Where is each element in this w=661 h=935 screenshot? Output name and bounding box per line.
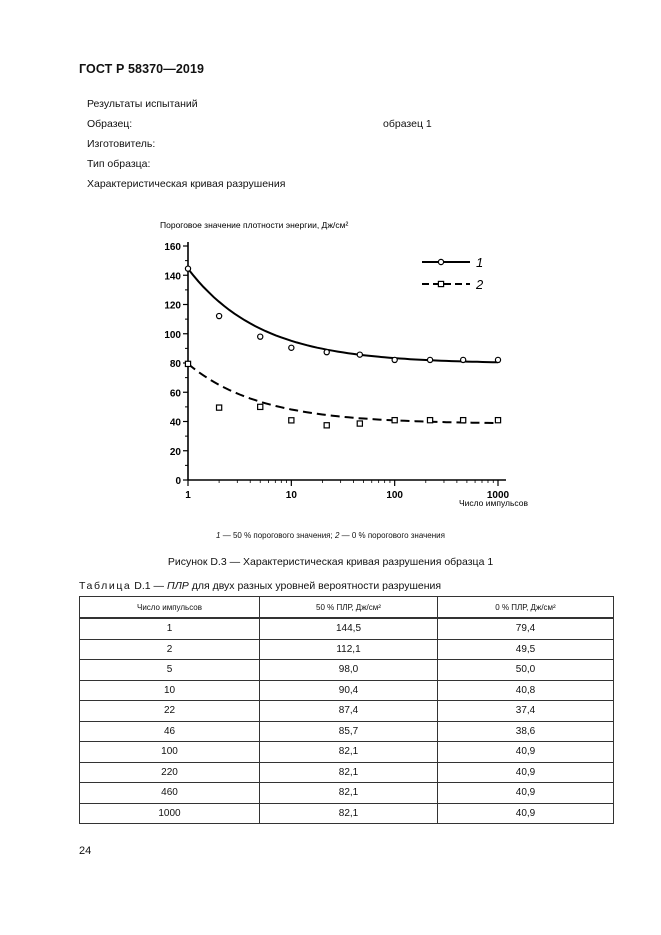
table-cell: 1 xyxy=(80,618,260,639)
table-title-number: D.1 — xyxy=(134,580,167,592)
table-title-term: ПЛР xyxy=(166,580,189,592)
legend-marker-2 xyxy=(438,281,443,286)
sample-label: Образец: xyxy=(87,118,133,130)
table-row xyxy=(80,680,614,701)
y-tick-label: 100 xyxy=(164,329,181,341)
table-cell: 144,5 xyxy=(260,618,438,639)
table-cell: 79,4 xyxy=(438,618,614,639)
table-cell: 40,9 xyxy=(438,742,614,763)
table-row xyxy=(80,742,614,763)
series-2-point xyxy=(357,421,362,426)
curve-label: Характеристическая кривая разрушения xyxy=(87,178,286,190)
x-tick-label: 1000 xyxy=(486,490,510,501)
legend-note-text-1: — 50 % порогового значения; xyxy=(220,531,335,540)
series-1-point xyxy=(324,350,329,355)
series-2-point xyxy=(427,418,432,423)
series-2-point xyxy=(289,418,294,423)
table-row xyxy=(80,701,614,722)
table-cell: 85,7 xyxy=(260,721,438,742)
table-cell: 82,1 xyxy=(260,742,438,763)
series-1-point xyxy=(258,334,263,339)
table-cell: 220 xyxy=(80,762,260,783)
y-tick-label: 0 xyxy=(175,476,181,487)
series-2-point xyxy=(495,418,500,423)
manufacturer-label: Изготовитель: xyxy=(87,138,156,150)
series-1-point xyxy=(461,357,466,362)
table-cell: 38,6 xyxy=(438,721,614,742)
x-tick-label: 1 xyxy=(185,490,191,501)
table-cell: 46 xyxy=(80,721,260,742)
table-row xyxy=(80,618,614,639)
table-row xyxy=(80,721,614,742)
sample-value: образец 1 xyxy=(383,118,432,130)
table-row xyxy=(80,803,614,824)
table-cell: 90,4 xyxy=(260,680,438,701)
y-tick-label: 80 xyxy=(169,359,181,370)
y-axis-title: Пороговое значение плотности энергии, Дж/см² xyxy=(160,220,349,230)
series-1-point xyxy=(217,313,222,318)
table-cell: 82,1 xyxy=(260,783,438,804)
table-title-rest: для двух разных уровней вероятности разрушения xyxy=(188,580,442,592)
figure-caption: Рисунок D.3 — Характеристическая кривая разрушения образца 1 xyxy=(167,556,494,568)
legend-note xyxy=(0,531,661,540)
table-header-cell: 0 % ПЛР, Дж/см² xyxy=(438,597,614,619)
series-1-point xyxy=(392,357,397,362)
table-cell: 2 xyxy=(80,639,260,660)
damage-curve-chart xyxy=(140,210,540,510)
table-header-cell: Число импульсов xyxy=(80,597,260,619)
table-header-row xyxy=(80,597,614,619)
x-tick-label: 100 xyxy=(386,490,404,501)
table-cell: 460 xyxy=(80,783,260,804)
series-2-point xyxy=(217,405,222,410)
table-cell: 40,9 xyxy=(438,803,614,824)
y-tick-label: 20 xyxy=(169,446,181,458)
table-cell: 49,5 xyxy=(438,639,614,660)
legend-label-1: 1 xyxy=(476,255,484,270)
table-cell: 100 xyxy=(80,742,260,763)
series-2-point xyxy=(258,404,263,409)
series-2-point xyxy=(461,418,466,423)
legend-label-2: 2 xyxy=(476,277,484,292)
table-cell: 40,8 xyxy=(438,680,614,701)
results-label: Результаты испытаний xyxy=(87,98,198,110)
legend-note-text-2: — 0 % порогового значения xyxy=(339,531,445,540)
x-tick-label: 10 xyxy=(285,490,297,501)
legend-marker-1 xyxy=(438,259,443,264)
table-cell: 82,1 xyxy=(260,762,438,783)
table-cell: 22 xyxy=(80,701,260,722)
series-2-point xyxy=(185,361,190,366)
table-header-cell: 50 % ПЛР, Дж/см² xyxy=(260,597,438,619)
series-1-point xyxy=(289,345,294,350)
table-cell: 87,4 xyxy=(260,701,438,722)
legend-note-num-1: 1 xyxy=(216,531,221,540)
table-row xyxy=(80,639,614,660)
y-tick-label: 40 xyxy=(169,417,181,429)
series-1-point xyxy=(357,352,362,357)
y-tick-label: 120 xyxy=(164,300,181,312)
y-tick-label: 60 xyxy=(169,388,181,400)
series-1-point xyxy=(185,266,190,271)
table-row xyxy=(80,762,614,783)
table-cell: 40,9 xyxy=(438,762,614,783)
table-cell: 82,1 xyxy=(260,803,438,824)
document-header: ГОСТ Р 58370—2019 xyxy=(79,62,205,76)
threshold-table xyxy=(79,596,614,824)
table-cell: 37,4 xyxy=(438,701,614,722)
table-cell: 5 xyxy=(80,660,260,681)
table-cell: 50,0 xyxy=(438,660,614,681)
x-axis-title: Число импульсов xyxy=(458,498,528,508)
page-number: 24 xyxy=(79,845,92,857)
table-row xyxy=(80,660,614,681)
table-cell: 112,1 xyxy=(260,639,438,660)
table-cell: 10 xyxy=(80,680,260,701)
y-tick-label: 140 xyxy=(164,271,181,283)
table-row xyxy=(80,783,614,804)
table-cell: 98,0 xyxy=(260,660,438,681)
series-1-point xyxy=(427,357,432,362)
table-cell: 1000 xyxy=(80,803,260,824)
table-cell: 40,9 xyxy=(438,783,614,804)
y-tick-label: 160 xyxy=(164,242,181,253)
series-1-curve xyxy=(188,269,498,363)
series-1-point xyxy=(495,357,500,362)
sample-type-label: Тип образца: xyxy=(87,158,151,170)
series-2-point xyxy=(324,423,329,428)
table-title-prefix: Таблица xyxy=(79,580,132,592)
table-title xyxy=(79,580,441,592)
series-2-point xyxy=(392,418,397,423)
series-2-curve xyxy=(188,364,498,423)
legend-note-num-2: 2 xyxy=(334,531,340,540)
